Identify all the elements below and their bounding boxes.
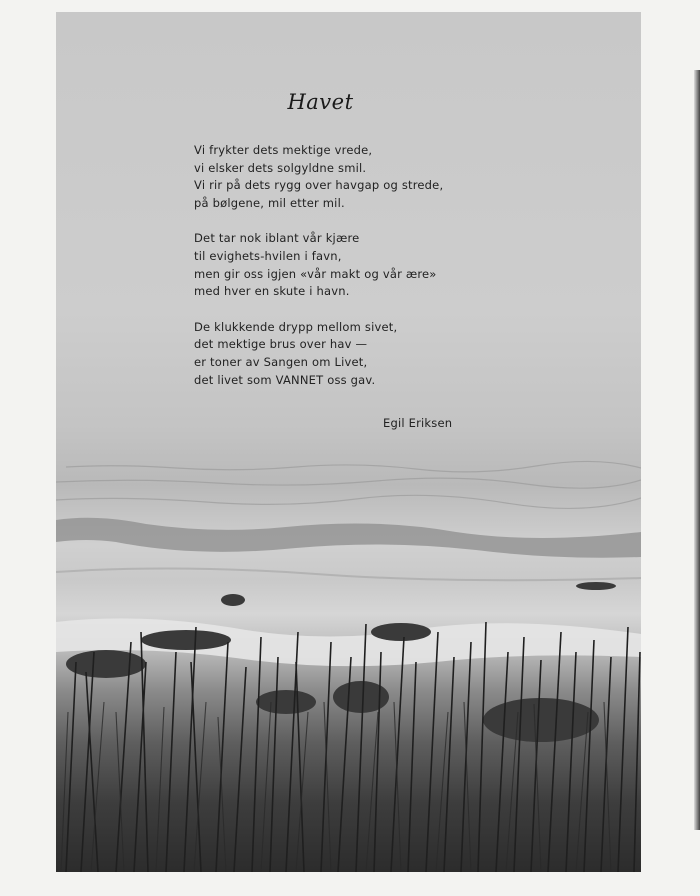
breaking-wave [56, 518, 641, 558]
poem-author: Egil Eriksen [383, 416, 453, 430]
poem-line: til evighets-hvilen i favn, [194, 249, 342, 264]
poem-line: med hver en skute i havn. [194, 284, 350, 299]
poem-line: Vi frykter dets mektige vrede, [194, 143, 373, 157]
seashore-illustration [56, 12, 641, 872]
poem-line: Vi rir på dets rygg over havgap og strede, [194, 178, 444, 193]
poem-line: Det tar nok iblant vår kjære [194, 231, 360, 246]
stanza-1 [194, 142, 443, 213]
stanza-2 [194, 230, 443, 301]
sea-waves [56, 461, 641, 508]
seashore-photo [56, 12, 641, 872]
stanza-3 [194, 319, 443, 390]
poem-title: Havet [287, 90, 354, 114]
poem-line: men gir oss igjen «vår makt og vår ære» [194, 266, 437, 281]
poem-line: er toner av Sangen om Livet, [194, 355, 368, 370]
poem-body [194, 142, 443, 407]
page-edge [694, 70, 700, 830]
poem-line: på bølgene, mil etter mil. [194, 196, 345, 211]
poem-line: De klukkende drypp mellom sivet, [194, 319, 398, 334]
poem-line: vi elsker dets solgyldne smil. [194, 160, 367, 175]
poem-line: det livet som VANNET oss gav. [194, 372, 376, 387]
poem-line: det mektige brus over hav — [194, 337, 368, 352]
